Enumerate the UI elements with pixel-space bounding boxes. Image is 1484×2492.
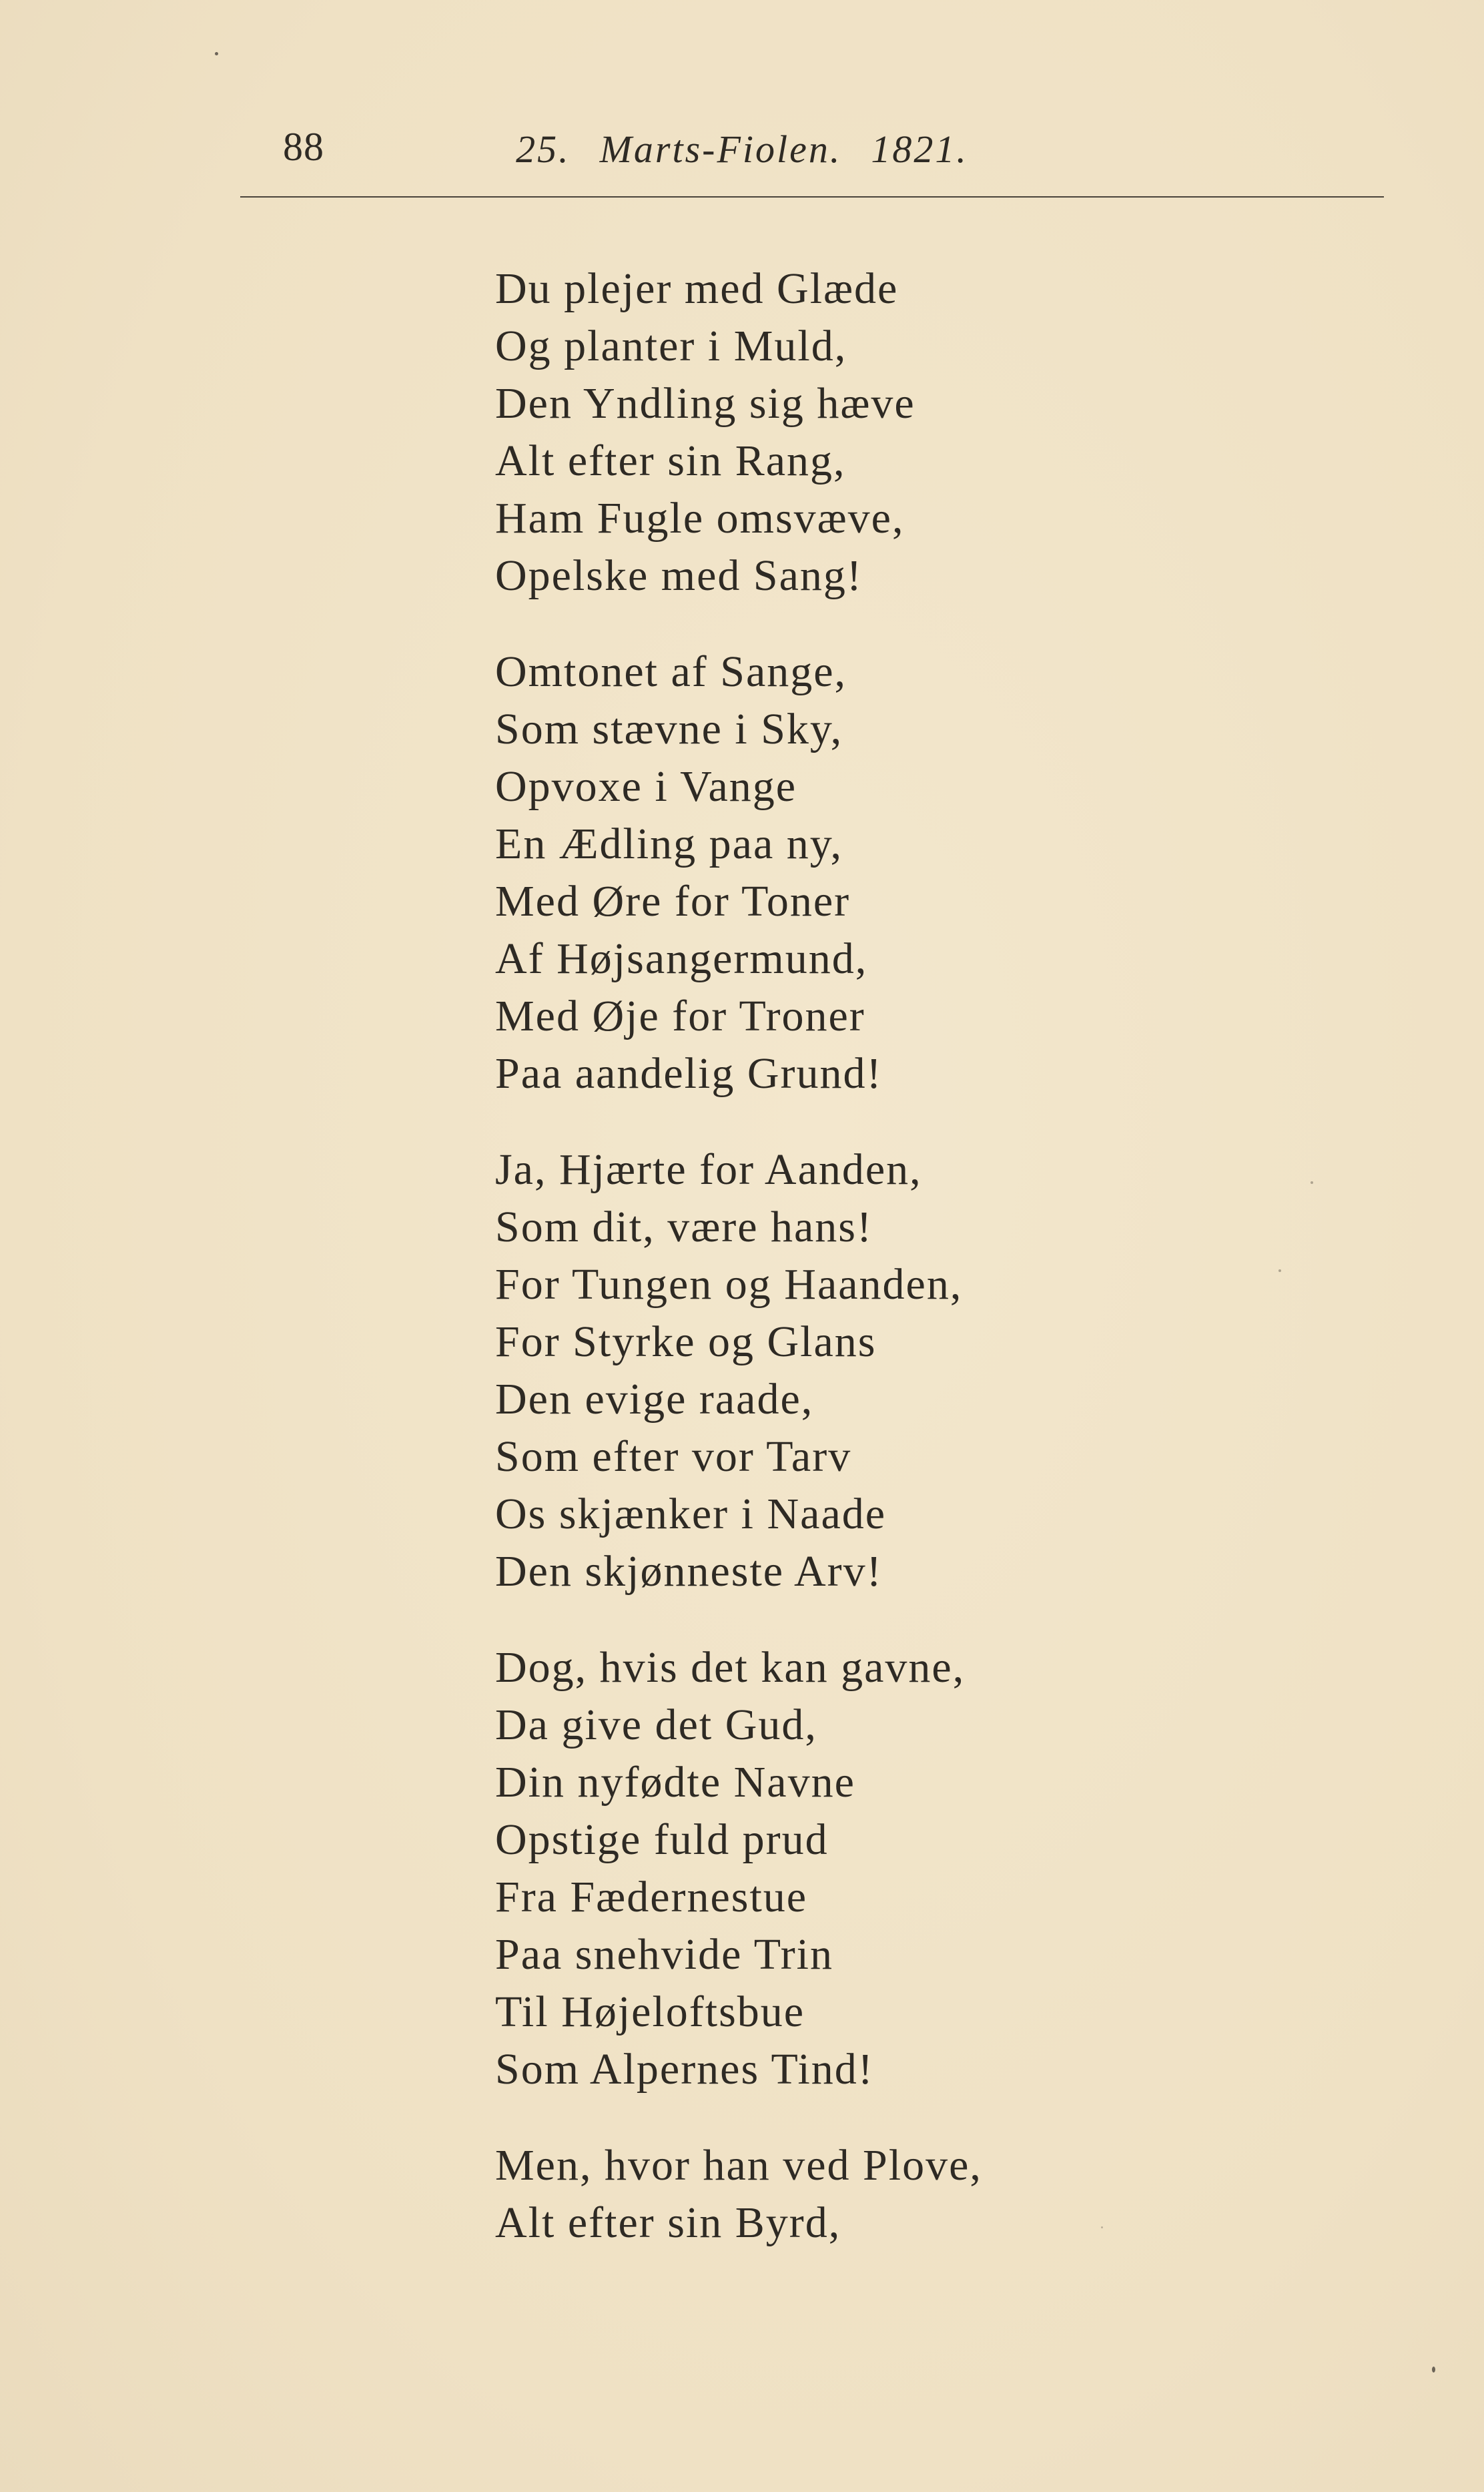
verse-line: Som Alpernes Tind! bbox=[495, 2045, 874, 2094]
verse-line: Men, hvor han ved Plove, bbox=[495, 2141, 982, 2190]
stanza-1 bbox=[495, 260, 1363, 605]
verse-line: Og planter i Muld, bbox=[495, 322, 847, 370]
verse-line: Den Yndling sig hæve bbox=[495, 379, 915, 428]
verse-line: Opelske med Sang! bbox=[495, 551, 863, 600]
stanza-4 bbox=[495, 1639, 1363, 2098]
paper-speck bbox=[1101, 2226, 1103, 2228]
verse-line: Du plejer med Glæde bbox=[495, 264, 899, 313]
verse-line: Da give det Gud, bbox=[495, 1700, 817, 1749]
verse-line: Til Højeloftsbue bbox=[495, 1987, 805, 2036]
poem-year: 1821. bbox=[871, 127, 968, 171]
verse-line: Alt efter sin Rang, bbox=[495, 436, 846, 485]
verse-line: Som dit, være hans! bbox=[495, 1203, 873, 1251]
verse-line: Med Øje for Troner bbox=[495, 992, 865, 1040]
paper-speck bbox=[1278, 1269, 1281, 1272]
verse-line: Dog, hvis det kan gavne, bbox=[495, 1643, 966, 1692]
verse-line: Med Øre for Toner bbox=[495, 877, 851, 926]
verse-line: For Styrke og Glans bbox=[495, 1317, 877, 1366]
paper-speck bbox=[215, 52, 218, 55]
verse-line: Din nyfødte Navne bbox=[495, 1758, 855, 1807]
poem-title: Marts-Fiolen. bbox=[599, 127, 842, 171]
verse-line: Den evige raade, bbox=[495, 1375, 814, 1424]
verse-line: Opstige fuld prud bbox=[495, 1815, 829, 1864]
page-number: 88 bbox=[283, 125, 324, 169]
verse-line: Som efter vor Tarv bbox=[495, 1432, 852, 1481]
verse-line: Opvoxe i Vange bbox=[495, 762, 797, 811]
verse-line: Ham Fugle omsvæve, bbox=[495, 494, 905, 543]
running-head bbox=[0, 123, 1484, 176]
verse-line: Den skjønneste Arv! bbox=[495, 1547, 883, 1596]
paper-speck bbox=[1432, 2367, 1435, 2373]
verse-line: En Ædling paa ny, bbox=[495, 820, 843, 868]
verse-line: Os skjænker i Naade bbox=[495, 1490, 887, 1538]
verse-line: Ja, Hjærte for Aanden, bbox=[495, 1145, 922, 1194]
verse-line: For Tungen og Haanden, bbox=[495, 1260, 963, 1309]
paper-speck bbox=[1311, 1181, 1313, 1184]
poem-number: 25. bbox=[516, 127, 571, 171]
verse-line: Paa aandelig Grund! bbox=[495, 1049, 883, 1098]
verse-line: Fra Fædernestue bbox=[495, 1873, 808, 1921]
verse-line: Som stævne i Sky, bbox=[495, 705, 843, 753]
stanza-3 bbox=[495, 1141, 1363, 1600]
verse-line: Paa snehvide Trin bbox=[495, 1930, 834, 1979]
verse-line: Omtonet af Sange, bbox=[495, 647, 847, 696]
verse-line: Alt efter sin Byrd, bbox=[495, 2198, 841, 2247]
header-rule bbox=[240, 196, 1384, 198]
poem-body bbox=[495, 260, 1363, 2290]
stanza-2 bbox=[495, 643, 1363, 1103]
verse-line: Af Højsangermund, bbox=[495, 934, 868, 983]
stanza-5 bbox=[495, 2137, 1363, 2252]
